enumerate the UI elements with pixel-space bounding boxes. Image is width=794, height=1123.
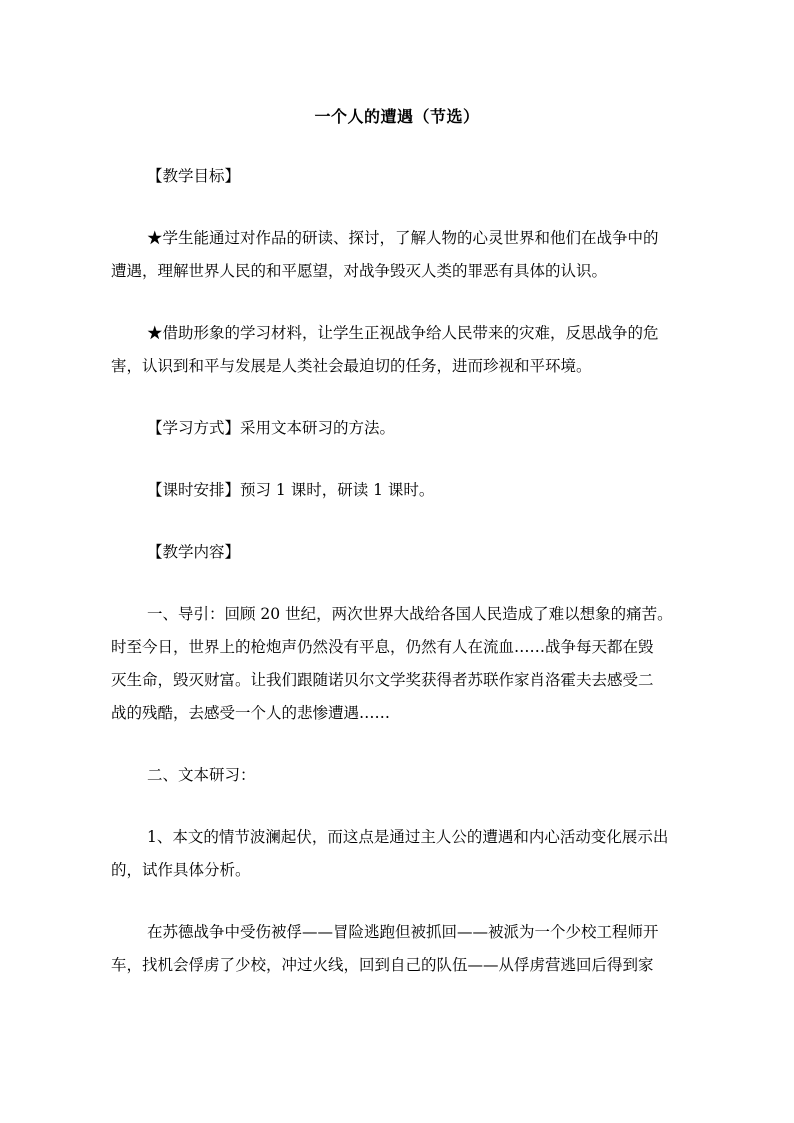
text-line: 一、导引：回顾 20 世纪，两次世界大战给各国人民造成了难以想象的痛苦。 bbox=[147, 605, 673, 623]
introduction-paragraph bbox=[111, 598, 691, 730]
text-line: 车，找机会俘虏了少校，冲过火线，回到自己的队伍——从俘虏营逃回后得到家 bbox=[111, 956, 654, 974]
text-line: 害，认识到和平与发展是人类社会最迫切的任务，进而珍视和平环境。 bbox=[111, 357, 592, 375]
text-line: 战的残酷，去感受一个人的悲惨遭遇…… bbox=[111, 704, 391, 722]
question-paragraph-1 bbox=[111, 821, 691, 887]
objective-paragraph-1 bbox=[111, 222, 691, 288]
text-line: ★借助形象的学习材料，让学生正视战争给人民带来的灾难，反思战争的危 bbox=[147, 324, 659, 342]
text-line: 二、文本研习： bbox=[147, 766, 256, 784]
text-line: 【课时安排】预习 1 课时，研读 1 课时。 bbox=[147, 481, 435, 499]
text-line: 时至今日，世界上的枪炮声仍然没有平息，仍然有人在流血……战争每天都在毁 bbox=[111, 638, 654, 656]
section-heading-content bbox=[111, 536, 691, 569]
text-line: 遭遇，理解世界人民的和平愿望，对战争毁灭人类的罪恶有具体的认识。 bbox=[111, 262, 608, 280]
section-heading-objectives bbox=[111, 160, 691, 193]
text-line: 1、本文的情节波澜起伏，而这点是通过主人公的遭遇和内心活动变化展示出 bbox=[147, 828, 669, 846]
objective-paragraph-2 bbox=[111, 317, 691, 383]
text-line: 【教学目标】 bbox=[147, 167, 241, 185]
text-line: 灭生命，毁灭财富。让我们跟随诺贝尔文学奖获得者苏联作家肖洛霍夫去感受二 bbox=[111, 671, 654, 689]
section-heading-text-study bbox=[111, 759, 691, 792]
schedule-paragraph bbox=[111, 474, 691, 507]
text-line: ★学生能通过对作品的研读、探讨，了解人物的心灵世界和他们在战争中的 bbox=[147, 229, 659, 247]
document-body bbox=[111, 160, 691, 982]
answer-paragraph-1 bbox=[111, 916, 691, 982]
text-line: 【教学内容】 bbox=[147, 543, 241, 561]
text-line: 【学习方式】采用文本研习的方法。 bbox=[147, 419, 396, 437]
document-title: 一个人的遭遇（节选） bbox=[314, 107, 480, 126]
text-line: 的，试作具体分析。 bbox=[111, 861, 251, 879]
learning-method-paragraph bbox=[111, 412, 691, 445]
text-line: 在苏德战争中受伤被俘——冒险逃跑但被抓回——被派为一个少校工程师开 bbox=[147, 923, 659, 941]
